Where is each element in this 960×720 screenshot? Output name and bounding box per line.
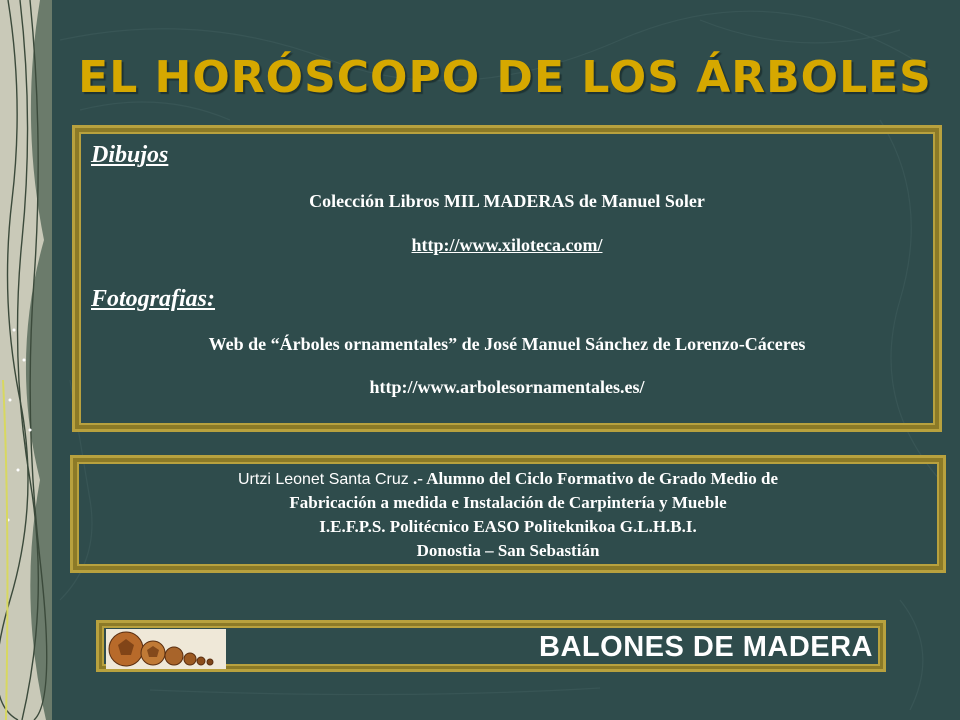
photos-heading: Fotografias:	[91, 286, 216, 312]
balones-banner[interactable]	[96, 620, 886, 672]
author-line-1-rest: .- Alumno del Ciclo Formativo de Grado Medio de	[408, 469, 778, 488]
drawings-heading: Dibujos	[91, 142, 169, 168]
photos-source: Web de “Árboles ornamentales” de José Manuel Sánchez de Lorenzo-Cáceres	[208, 334, 806, 354]
banner-label: BALONES DE MADERA	[539, 631, 873, 663]
drawings-source: Colección Libros MIL MADERAS de Manuel Soler	[309, 191, 705, 211]
author-line-3: I.E.F.P.S. Politécnico EASO Politeknikoa G.L.H.B.I.	[319, 517, 697, 536]
wooden-balls-icon	[106, 629, 226, 669]
author-line-4: Donostia – San Sebastián	[416, 541, 600, 560]
credits-box	[72, 125, 942, 432]
arboles-url: http://www.arbolesornamentales.es/	[369, 377, 645, 397]
author-line-2: Fabricación a medida e Instalación de Carpintería y Mueble	[289, 493, 727, 512]
author-box	[70, 455, 946, 573]
author-line-1	[73, 469, 943, 489]
decorative-left-strip	[0, 0, 52, 720]
wooden-balls-image	[106, 629, 226, 669]
slide-title: EL HORÓSCOPO DE LOS ÁRBOLES	[78, 52, 932, 103]
xiloteca-link[interactable]: http://www.xiloteca.com/	[411, 235, 603, 255]
author-name: Urtzi Leonet Santa Cruz	[237, 471, 409, 488]
